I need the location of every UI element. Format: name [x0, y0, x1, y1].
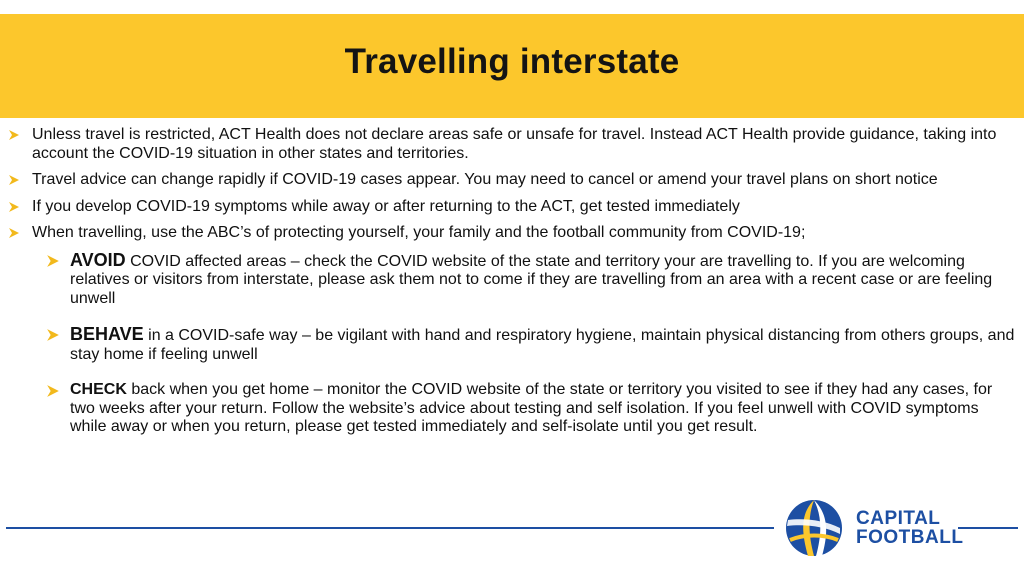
bullet-text: When travelling, use the ABC’s of protecting yourself, your family and the football community from COVID-19; [32, 224, 806, 241]
bullet-item [8, 224, 1018, 243]
abc-item-check [46, 381, 1018, 437]
abc-item-avoid [46, 251, 1018, 309]
logo-line-2: FOOTBALL [856, 527, 964, 548]
logo-line-1: CAPITAL [856, 508, 941, 529]
abc-item-behave [46, 325, 1018, 364]
abc-list [46, 251, 1018, 437]
slide-content [8, 126, 1018, 454]
abc-lead: BEHAVE [70, 324, 144, 344]
logo-wordmark [856, 509, 963, 547]
page-title: Travelling interstate [344, 42, 680, 81]
abc-text [70, 381, 1018, 437]
abc-body: in a COVID-safe way – be vigilant with hand and respiratory hygiene, maintain physical distancing from others groups, and stay home if feeling unwell [70, 327, 1015, 363]
bullet-text: Unless travel is restricted, ACT Health does not declare areas safe or unsafe for travel. Instead ACT Health provide guidance, taking into account the COVID-19 situation in other states and territories. [32, 126, 997, 162]
abc-lead: CHECK [70, 381, 127, 398]
footer-divider-right [958, 527, 1018, 529]
bullet-item [8, 198, 1018, 217]
abc-body: COVID affected areas – check the COVID website of the state and territory your are travelling to. If you are welcoming relatives or visitors from interstate, please ask them not to come if they are travelling from an area with a recent case or are feeling unwell [70, 252, 993, 307]
bullet-item [8, 171, 1018, 190]
bullet-text: Travel advice can change rapidly if COVID-19 cases appear. You may need to cancel or amend your travel plans on short notice [32, 171, 938, 188]
abc-lead: AVOID [70, 249, 126, 270]
abc-body: back when you get home – monitor the COVID website of the state or territory you visited to see if they had any cases, for two weeks after your return. Follow the website’s advice about testing and self isolation. If you feel unwell with COVID symptoms while away or when you return, please get tested immediately and self-isolate until you get result. [70, 381, 993, 435]
arrow-bullet-icon [8, 126, 32, 141]
arrow-bullet-icon [46, 325, 70, 342]
arrow-bullet-icon [8, 224, 32, 239]
bullet-item [8, 126, 1018, 163]
abc-text [70, 251, 1018, 309]
arrow-bullet-icon [46, 381, 70, 398]
title-banner [0, 14, 1024, 118]
bullet-text: If you develop COVID-19 symptoms while away or after returning to the ACT, get tested immediately [32, 197, 740, 215]
abc-text [70, 325, 1018, 364]
arrow-bullet-icon [8, 198, 32, 213]
arrow-bullet-icon [46, 251, 70, 268]
arrow-bullet-icon [8, 171, 32, 186]
football-logo-icon [784, 498, 844, 558]
capital-football-logo [784, 498, 964, 558]
footer-divider-left [6, 527, 774, 529]
